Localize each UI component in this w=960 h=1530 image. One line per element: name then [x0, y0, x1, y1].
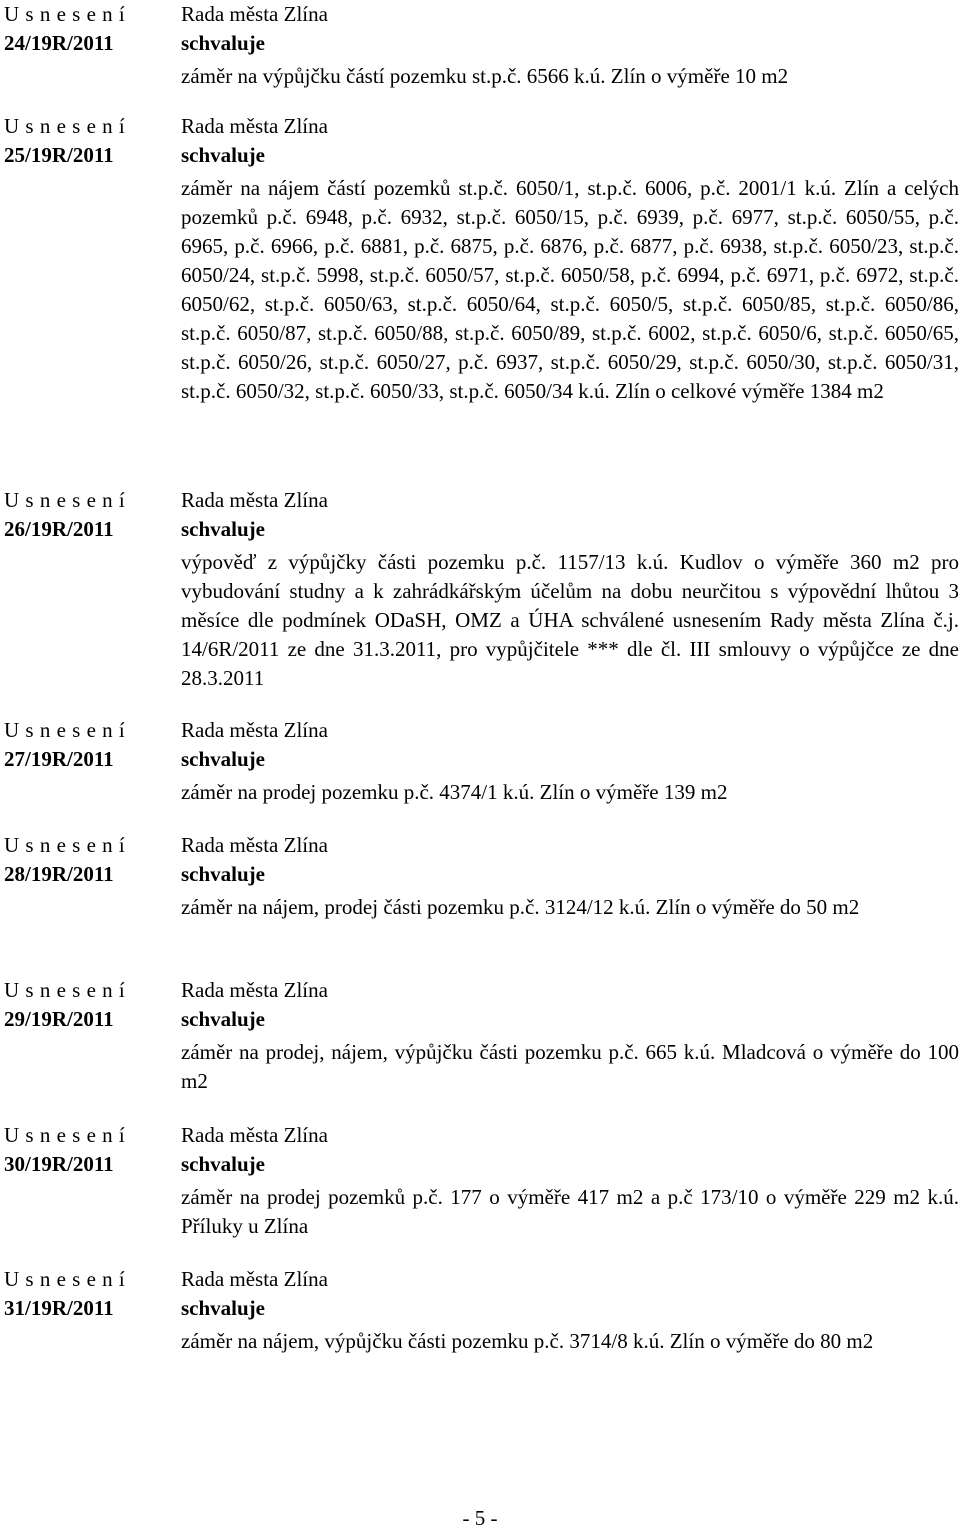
council-name: Rada města Zlína [181, 718, 328, 742]
resolution-label: U s n e s e n í [4, 833, 126, 857]
resolution-text: záměr na výpůjčku částí pozemku st.p.č. 6566 k.ú. Zlín o výměře 10 m2 [181, 64, 789, 88]
approval-verb: schvaluje [181, 143, 265, 167]
resolution-label: U s n e s e n í [4, 488, 126, 512]
resolution-text: záměr na nájem částí pozemků st.p.č. 6050/1, st.p.č. 6006, p.č. 2001/1 k.ú. Zlín a celých pozemků p.č. 6948, p.č. 6932, st.p.č. 6050/15, p.č. 6939, p.č. 6977, st.p.č. 6050/55, p.č. 6965, p.č. 6966, p.č. 6881, p.č. 6875, p.č. 6876, p.č. 6877, p.č. 6938, st.p.č. 6050/23, st.p.č. 6050/24, st.p.č. 5998, st.p.č. 6050/57, st.p.č. 6050/58, p.č. 6994, p.č. 6971, p.č. 6972, st.p.č. 6050/62, st.p.č. 6050/63, st.p.č. 6050/64, st.p.č. 6050/5, st.p.č. 6050/85, st.p.č. 6050/86, st.p.č. 6050/87, st.p.č. 6050/88, st.p.č. 6050/89, st.p.č. 6002, st.p.č. 6050/6, st.p.č. 6050/65, st.p.č. 6050/26, st.p.č. 6050/27, p.č. 6937, st.p.č. 6050/29, st.p.č. 6050/30, st.p.č. 6050/31, st.p.č. 6050/32, st.p.č. 6050/33, st.p.č. 6050/34 k.ú. Zlín o celkové výměře 1384 m2 [181, 176, 959, 403]
approval-verb: schvaluje [181, 747, 265, 771]
resolution-label: U s n e s e n í [4, 114, 126, 138]
resolution-text: záměr na nájem, prodej části pozemku p.č. 3124/12 k.ú. Zlín o výměře do 50 m2 [181, 895, 860, 919]
resolution-number: 25/19R/2011 [4, 143, 114, 167]
approval-verb: schvaluje [181, 517, 265, 541]
resolution-label: U s n e s e n í [4, 1267, 126, 1291]
council-name: Rada města Zlína [181, 1267, 328, 1291]
resolution-text: výpověď z výpůjčky části pozemku p.č. 1157/13 k.ú. Kudlov o výměře 360 m2 pro vybudování studny a k zahrádkářským účelům na dobu neurčitou s výpovědní lhůtou 3 měsíce dle podmínek ODaSH, OMZ a ÚHA schválené usnesením Rady města Zlína č.j. 14/6R/2011 ze dne 31.3.2011, pro vypůjčitele *** dle čl. III smlouvy o výpůjčce ze dne 28.3.2011 [181, 550, 959, 690]
approval-verb: schvaluje [181, 1152, 265, 1176]
council-name: Rada města Zlína [181, 833, 328, 857]
resolution-number: 27/19R/2011 [4, 747, 114, 771]
resolution-label: U s n e s e n í [4, 978, 126, 1002]
resolution-text: záměr na prodej pozemků p.č. 177 o výměře 417 m2 a p.č 173/10 o výměře 229 m2 k.ú. Příluky u Zlína [181, 1185, 959, 1238]
council-name: Rada města Zlína [181, 2, 328, 26]
resolution-number: 28/19R/2011 [4, 862, 114, 886]
approval-verb: schvaluje [181, 31, 265, 55]
council-name: Rada města Zlína [181, 114, 328, 138]
approval-verb: schvaluje [181, 1296, 265, 1320]
approval-verb: schvaluje [181, 1007, 265, 1031]
resolution-text: záměr na prodej pozemku p.č. 4374/1 k.ú. Zlín o výměře 139 m2 [181, 780, 728, 804]
approval-verb: schvaluje [181, 862, 265, 886]
resolution-number: 30/19R/2011 [4, 1152, 114, 1176]
council-name: Rada města Zlína [181, 978, 328, 1002]
resolution-number: 29/19R/2011 [4, 1007, 114, 1031]
resolution-number: 31/19R/2011 [4, 1296, 114, 1320]
resolution-label: U s n e s e n í [4, 718, 126, 742]
council-name: Rada města Zlína [181, 488, 328, 512]
council-name: Rada města Zlína [181, 1123, 328, 1147]
resolution-text: záměr na prodej, nájem, výpůjčku části pozemku p.č. 665 k.ú. Mladcová o výměře do 100 m2 [181, 1040, 959, 1093]
page-number: - 5 - [462, 1506, 498, 1530]
resolution-label: U s n e s e n í [4, 2, 126, 26]
resolution-label: U s n e s e n í [4, 1123, 126, 1147]
resolution-text: záměr na nájem, výpůjčku části pozemku p.č. 3714/8 k.ú. Zlín o výměře do 80 m2 [181, 1329, 874, 1353]
resolution-number: 26/19R/2011 [4, 517, 114, 541]
resolution-number: 24/19R/2011 [4, 31, 114, 55]
